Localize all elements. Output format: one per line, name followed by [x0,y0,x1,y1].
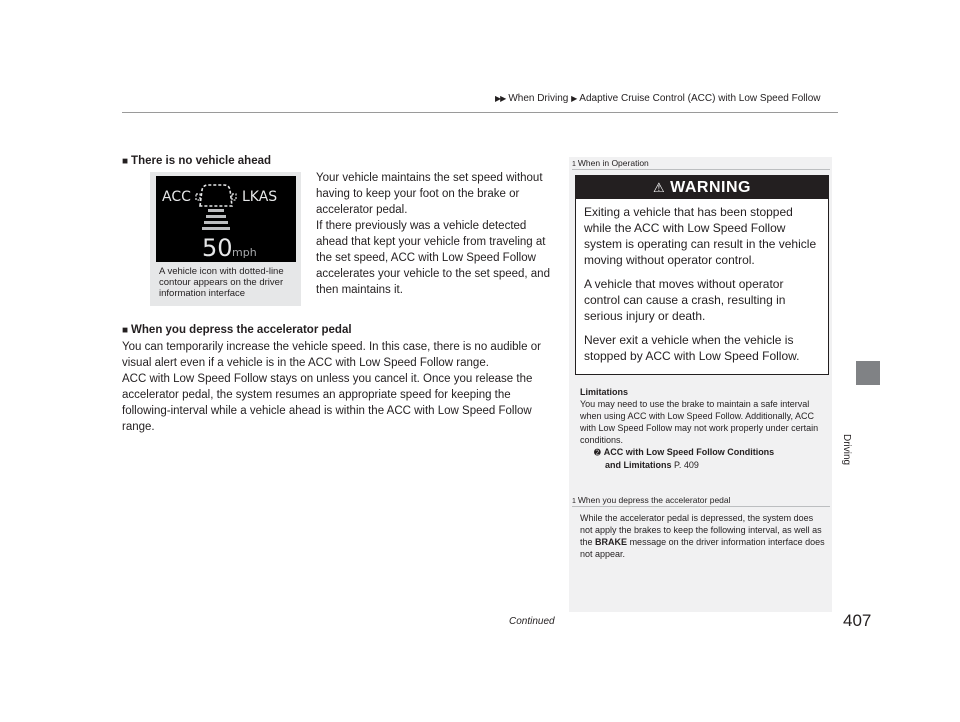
limitations-note [580,386,824,471]
xref-acc-conditions[interactable] [580,446,824,459]
accelerator-note [580,512,826,560]
warning-text-1: Exiting a vehicle that has been stopped while the ACC with Low Speed Follow system is operating can result in the vehicle moving without operator control. [584,205,817,267]
breadcrumb-item-acc[interactable]: Adaptive Cruise Control (ACC) with Low Speed Follow [579,93,821,104]
xref-acc-conditions-line2[interactable] [580,459,824,471]
note2-brake-word: BRAKE [595,537,628,547]
chapter-tab-marker [856,361,880,385]
breadcrumb-item-when-driving[interactable]: When Driving [508,93,569,104]
page-number: 407 [843,611,872,630]
warning-title: WARNING [670,179,751,196]
note-divider [572,169,830,170]
note-title-accelerator [572,495,731,505]
xref-title-line2: and Limitations [605,460,672,470]
section-heading-text: There is no vehicle ahead [131,155,272,167]
continued-label: Continued [509,616,555,627]
section1-body [316,170,556,298]
speed-unit: mph [232,246,257,259]
note-title-operation [572,158,649,168]
acc-indicator-label: ACC [162,189,191,205]
section1-para2: If there previously was a vehicle detected ahead that kept your vehicle from traveling at the set speed, ACC with Low Speed Follow accelerates your vehicle to the set speed, and then maintains it. [316,220,550,296]
section2-para1: You can temporarily increase the vehicle speed. In this case, there is no audible or visual alert even if a vehicle is in the ACC with Low Speed Follow range. [122,341,541,369]
xref-title-line1: ACC with Low Speed Follow Conditions [603,447,775,457]
section-heading-accelerator [122,324,352,336]
warning-text-2: A vehicle that moves without operator control can cause a crash, resulting in serious injury or death. [584,277,786,323]
chapter-tab-label: Driving [841,434,852,466]
lkas-indicator-label: LKAS [242,189,278,205]
header-divider [122,112,838,113]
xref-page: P. 409 [674,460,699,470]
section2-para2: ACC with Low Speed Follow stays on unless you cancel it. Once you release the accelerator pedal, the system resumes an appropriate speed for keeping the following-interval while a vehicle ahead is within the ACC with Low Speed Follow range. [122,373,533,433]
square-bullet-icon: ■ [122,156,129,167]
note-title-text: When in Operation [577,158,649,168]
limitations-text: You may need to use the brake to maintain a safe interval when using ACC with Low Speed Follow. Additionally, ACC with Low Speed Follow may not work properly under certain conditions. [580,399,819,445]
note-number-icon: 1 [572,498,576,505]
acc-display-graphic [156,176,296,262]
note-number-icon: 1 [572,161,576,168]
warning-triangle-icon: ⚠ [653,180,666,195]
double-arrow-icon: ▶▶ [495,94,506,103]
section2-body [122,339,556,435]
note2-text-after: message on the driver information interface does not appear. [580,537,825,559]
warning-text-3: Never exit a vehicle when the vehicle is stopped by ACC with Low Speed Follow. [584,333,800,363]
arrow-icon: ▶ [571,94,577,103]
note-title-text: When you depress the accelerator pedal [577,495,731,505]
warning-header [576,176,828,199]
note2-text-before: While the accelerator pedal is depressed, the system does not apply the brakes to keep the following interval, as well as the [580,513,822,547]
square-bullet-icon: ■ [122,325,129,336]
section-heading-text: When you depress the accelerator pedal [131,324,352,336]
reference-arrow-icon: ➋ [594,448,601,457]
section-heading-no-vehicle [122,155,271,167]
breadcrumb [495,93,821,104]
driver-info-display [156,176,296,262]
figure-caption: A vehicle icon with dotted-line contour appears on the driver information interface [159,266,284,299]
limitations-heading: Limitations [580,387,629,397]
note-divider [572,506,830,507]
set-speed-value: 50 [202,234,233,262]
section1-para1: Your vehicle maintains the set speed without having to keep your foot on the brake or accelerator pedal. [316,172,543,216]
